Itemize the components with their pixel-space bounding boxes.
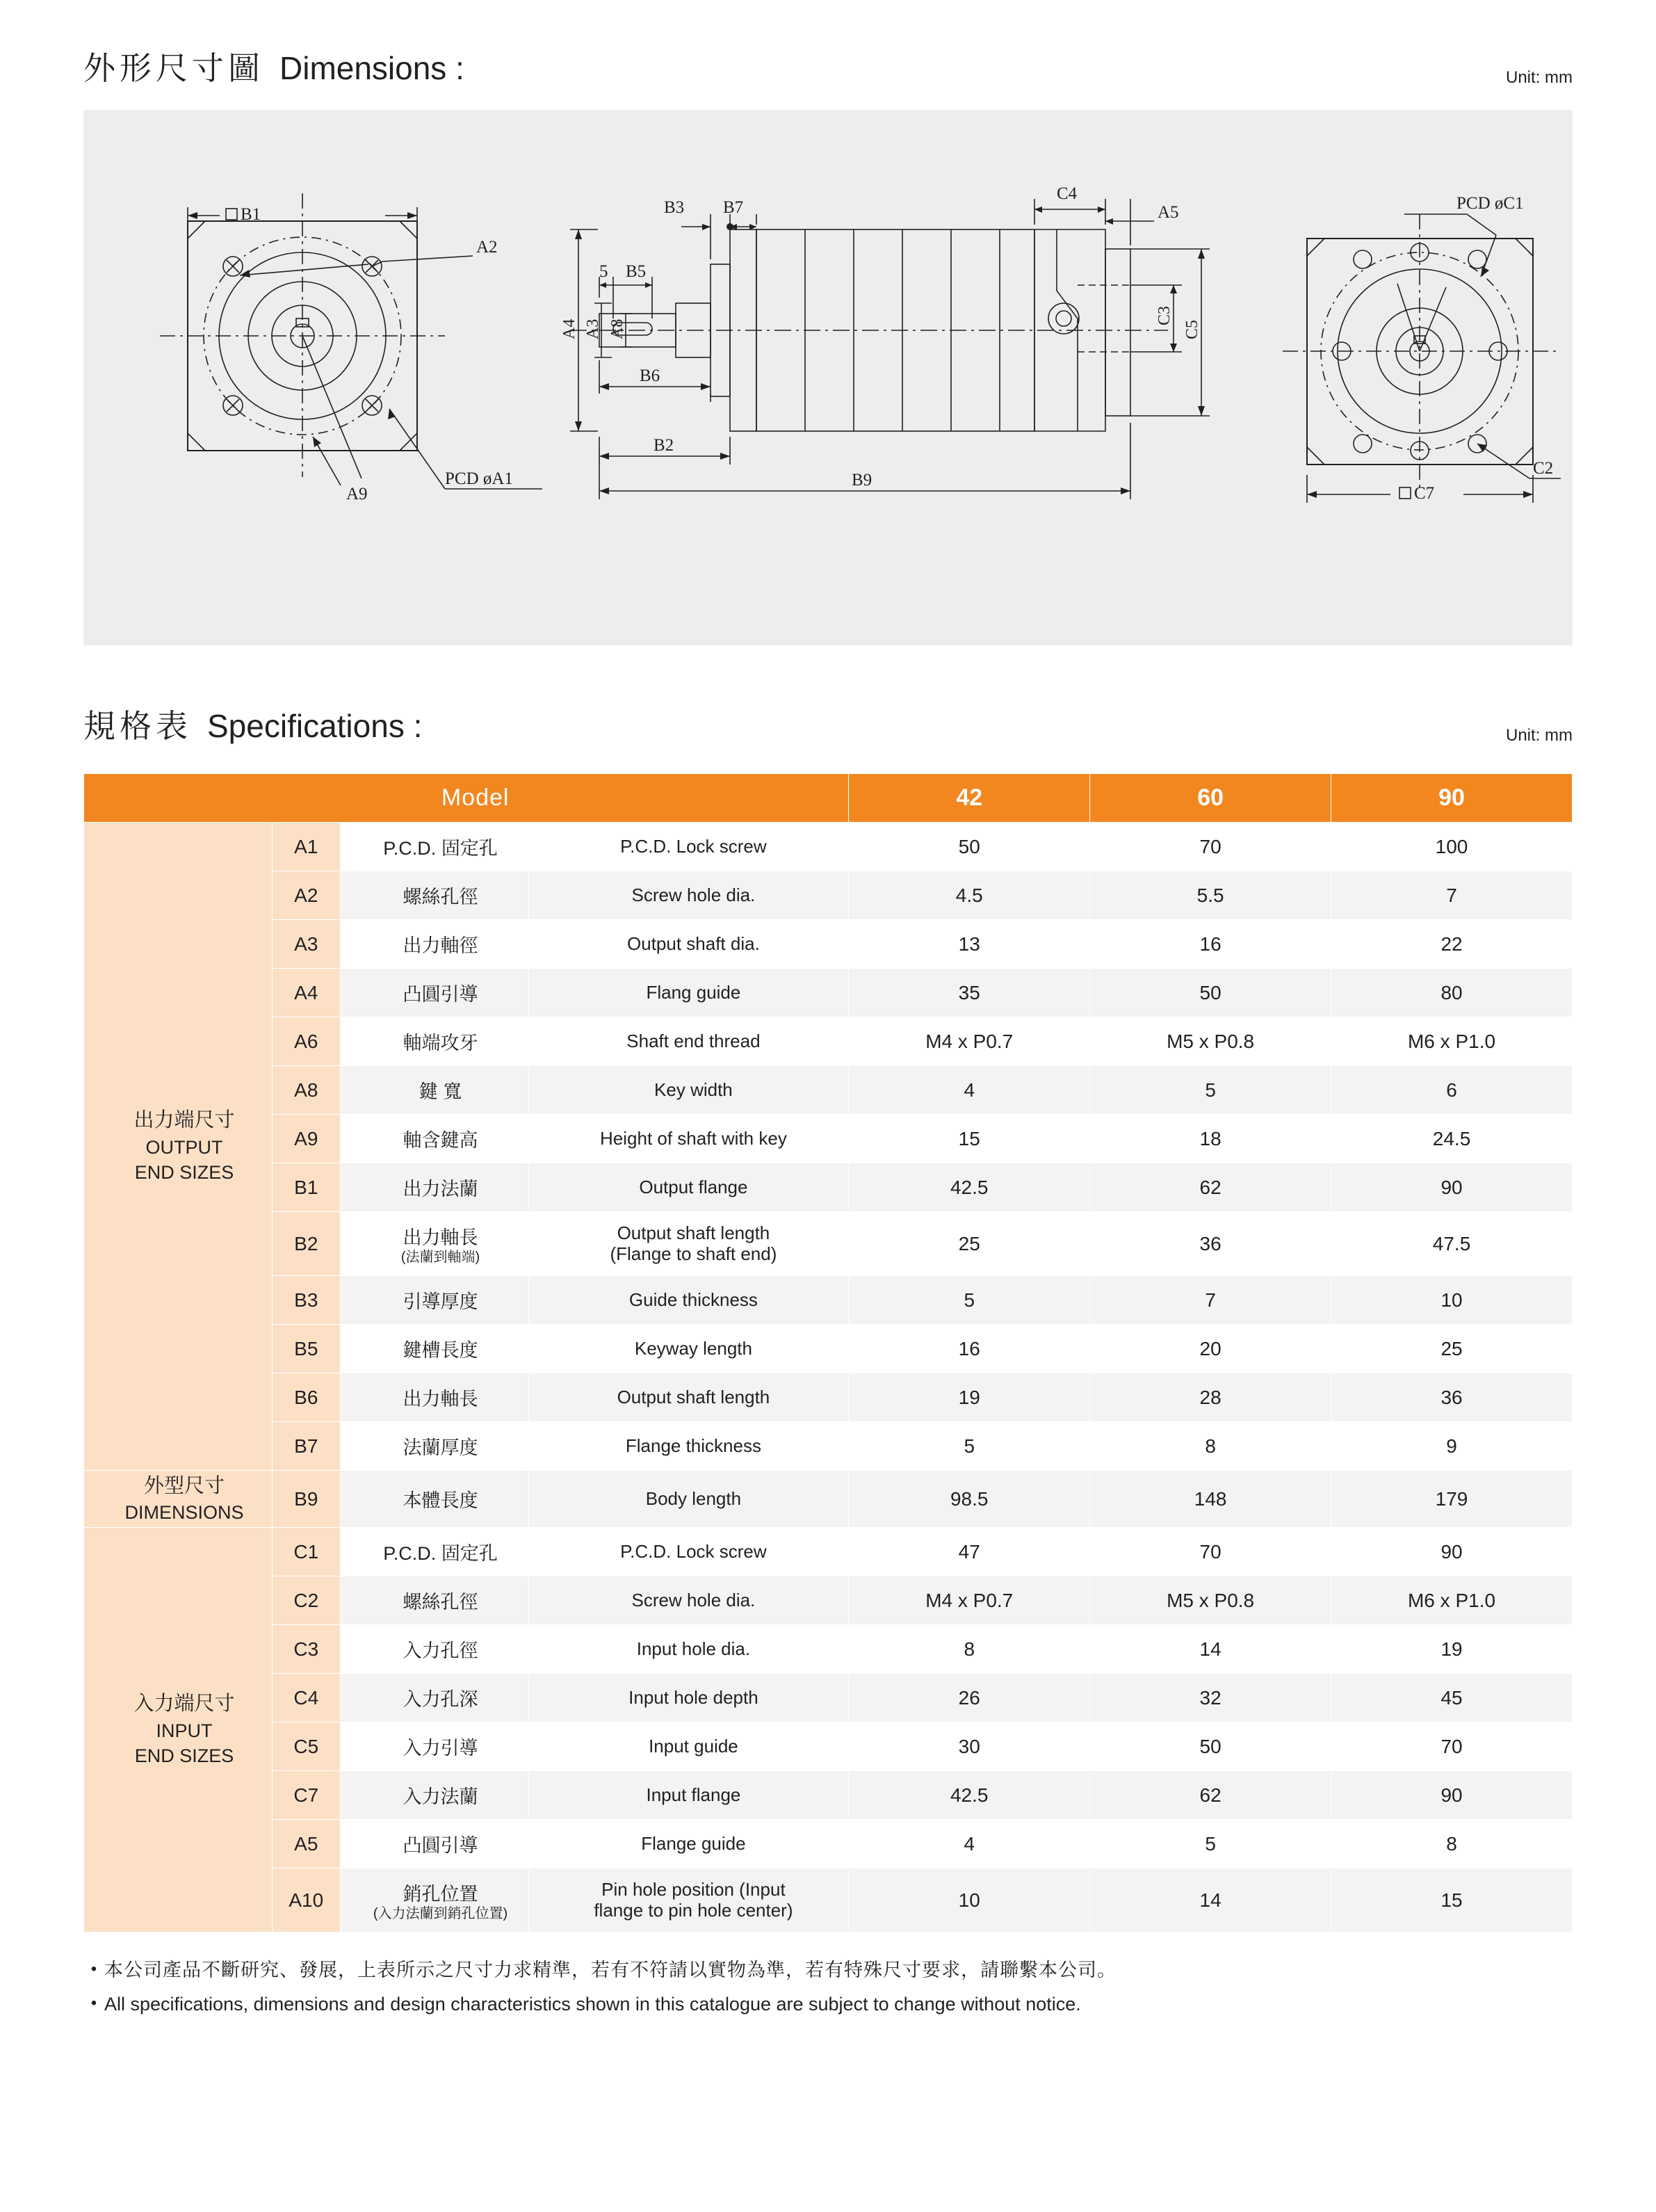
row-name-cn: 鍵 寬 <box>340 1066 528 1115</box>
row-code: B5 <box>273 1325 341 1373</box>
row-value-42: 30 <box>849 1722 1090 1771</box>
row-name-en-line2: flange to pin hole center) <box>594 1899 793 1921</box>
row-name-cn <box>340 1868 528 1932</box>
row-name-cn: 入力引導 <box>340 1722 528 1771</box>
row-name-en: Height of shaft with key <box>528 1115 849 1163</box>
row-code: A2 <box>273 871 341 920</box>
bullet-icon: • <box>90 1993 97 2012</box>
row-code: A3 <box>273 920 341 969</box>
callout-C4: C4 <box>1057 184 1078 203</box>
row-name-en: Output flange <box>528 1163 849 1212</box>
callout-C3: C3 <box>1155 305 1174 325</box>
row-value-90: M6 x P1.0 <box>1331 1017 1573 1066</box>
callout-5: 5 <box>599 262 608 281</box>
callout-C7: C7 <box>1414 484 1435 503</box>
row-value-90: 47.5 <box>1331 1212 1573 1276</box>
row-code: B1 <box>273 1163 341 1212</box>
row-value-60: 70 <box>1090 1528 1331 1576</box>
row-name-en: Guide thickness <box>528 1276 849 1325</box>
row-name-en: Output shaft length <box>528 1373 849 1422</box>
callout-PCD-C1: PCD øC1 <box>1456 194 1524 213</box>
row-code: B2 <box>273 1212 341 1276</box>
row-value-60: 28 <box>1090 1373 1331 1422</box>
row-value-42: 4 <box>849 1820 1090 1868</box>
callout-A3: A3 <box>584 318 602 339</box>
row-value-42: 47 <box>849 1528 1090 1576</box>
table-row <box>84 1576 1573 1625</box>
row-name-cn: P.C.D. 固定孔 <box>340 1528 528 1576</box>
row-value-60: 5.5 <box>1090 871 1331 920</box>
group-output-en1: OUTPUT <box>145 1136 223 1158</box>
table-row <box>84 1674 1573 1722</box>
table-row <box>84 1017 1573 1066</box>
row-code: B7 <box>273 1422 341 1471</box>
row-value-90: M6 x P1.0 <box>1331 1576 1573 1625</box>
row-value-60: 14 <box>1090 1625 1331 1674</box>
row-name-en: P.C.D. Lock screw <box>528 1528 849 1576</box>
row-name-cn-main: 銷孔位置 <box>403 1884 478 1905</box>
callout-A4: A4 <box>560 318 578 339</box>
note-cn-text: 本公司產品不斷研究、發展，上表所示之尺寸力求精準，若有不符請以實物為準，若有特殊尺寸要求，請聯繫本公司。 <box>104 1960 1117 1980</box>
dimensions-title-en: Dimensions : <box>279 50 464 86</box>
row-value-90: 10 <box>1331 1276 1573 1325</box>
table-row <box>84 1373 1573 1422</box>
spec-title-en: Specifications : <box>207 708 423 744</box>
row-code: A9 <box>273 1115 341 1163</box>
row-name-cn: 入力孔深 <box>340 1674 528 1722</box>
row-value-42: 26 <box>849 1674 1090 1722</box>
table-row <box>84 1625 1573 1674</box>
row-name-en: Body length <box>528 1471 849 1528</box>
table-header-row <box>84 774 1573 823</box>
row-name-cn: 鍵槽長度 <box>340 1325 528 1373</box>
row-name-en: Input hole depth <box>528 1674 849 1722</box>
row-value-42: M4 x P0.7 <box>849 1017 1090 1066</box>
row-value-42: 25 <box>849 1212 1090 1276</box>
row-value-42: 8 <box>849 1625 1090 1674</box>
callout-B3: B3 <box>664 198 685 217</box>
row-code: A10 <box>273 1868 341 1932</box>
row-value-42: 10 <box>849 1868 1090 1932</box>
row-code: C4 <box>273 1674 341 1722</box>
row-value-60: 70 <box>1090 823 1331 871</box>
row-name-en: Flange guide <box>528 1820 849 1868</box>
row-name-en <box>528 1212 849 1276</box>
table-row <box>84 871 1573 920</box>
spec-section-header <box>83 701 1573 747</box>
row-code: A6 <box>273 1017 341 1066</box>
row-name-en: Shaft end thread <box>528 1017 849 1066</box>
row-value-60: 62 <box>1090 1771 1331 1820</box>
group-dimensions-en1: DIMENSIONS <box>124 1501 244 1523</box>
callout-B9: B9 <box>852 471 872 490</box>
row-name-cn: P.C.D. 固定孔 <box>340 823 528 871</box>
bullet-icon: • <box>90 1960 97 1978</box>
row-value-60: 5 <box>1090 1820 1331 1868</box>
row-value-42: 35 <box>849 969 1090 1017</box>
group-input-en1: INPUT <box>156 1720 213 1741</box>
row-value-42: 4 <box>849 1066 1090 1115</box>
header-model-42: 42 <box>849 774 1090 823</box>
row-value-42: 15 <box>849 1115 1090 1163</box>
callout-A8: A8 <box>608 318 626 339</box>
row-name-cn: 凸圓引導 <box>340 1820 528 1868</box>
row-value-42: 5 <box>849 1422 1090 1471</box>
row-name-cn: 凸圓引導 <box>340 969 528 1017</box>
row-code: A4 <box>273 969 341 1017</box>
row-code: C3 <box>273 1625 341 1674</box>
row-value-90: 36 <box>1331 1373 1573 1422</box>
row-name-en: Input flange <box>528 1771 849 1820</box>
row-value-90: 8 <box>1331 1820 1573 1868</box>
specifications-table-wrap <box>83 773 1573 1932</box>
callout-A2: A2 <box>476 238 498 257</box>
row-name-en: Key width <box>528 1066 849 1115</box>
table-row <box>84 920 1573 969</box>
row-name-en: Screw hole dia. <box>528 1576 849 1625</box>
row-value-60: M5 x P0.8 <box>1090 1017 1331 1066</box>
row-value-90: 179 <box>1331 1471 1573 1528</box>
row-value-60: 8 <box>1090 1422 1331 1471</box>
callout-B2: B2 <box>654 436 674 455</box>
table-row <box>84 1471 1573 1528</box>
table-row <box>84 1276 1573 1325</box>
row-value-90: 25 <box>1331 1325 1573 1373</box>
group-input-cn: 入力端尺寸 <box>133 1693 235 1715</box>
row-value-60: 32 <box>1090 1674 1331 1722</box>
row-value-60: 50 <box>1090 1722 1331 1771</box>
table-row <box>84 969 1573 1017</box>
row-value-90: 100 <box>1331 823 1573 871</box>
row-name-cn-sub: (法蘭到軸端) <box>400 1250 480 1265</box>
row-code: A8 <box>273 1066 341 1115</box>
note-en <box>83 1990 1573 2019</box>
table-row <box>84 1163 1573 1212</box>
row-name-cn: 螺絲孔徑 <box>340 871 528 920</box>
dimensions-section-header <box>83 43 1573 89</box>
specifications-table <box>83 773 1573 1932</box>
row-value-60: 14 <box>1090 1868 1331 1932</box>
row-name-en: Input hole dia. <box>528 1625 849 1674</box>
dimensions-title-cn: 外形尺寸圖 <box>83 50 264 86</box>
group-output-end-sizes <box>84 823 273 1471</box>
row-value-90: 80 <box>1331 969 1573 1017</box>
row-code: A5 <box>273 1820 341 1868</box>
row-name-cn: 出力軸徑 <box>340 920 528 969</box>
page-root <box>0 43 1656 2212</box>
row-value-60: M5 x P0.8 <box>1090 1576 1331 1625</box>
row-value-90: 45 <box>1331 1674 1573 1722</box>
row-name-cn <box>340 1212 528 1276</box>
table-row <box>84 1115 1573 1163</box>
row-value-42: 42.5 <box>849 1163 1090 1212</box>
group-input-en2: END SIZES <box>134 1745 234 1767</box>
row-value-90: 90 <box>1331 1528 1573 1576</box>
row-value-60: 18 <box>1090 1115 1331 1163</box>
row-value-90: 19 <box>1331 1625 1573 1674</box>
row-name-cn: 出力軸長 <box>340 1373 528 1422</box>
row-value-90: 15 <box>1331 1868 1573 1932</box>
spec-unit-label: Unit: mm <box>1506 726 1573 745</box>
row-name-en-line2: (Flange to shaft end) <box>610 1243 777 1264</box>
group-dimensions <box>84 1471 273 1528</box>
row-code: A1 <box>273 823 341 871</box>
dimensions-drawing-panel <box>83 110 1573 645</box>
row-name-en: Output shaft dia. <box>528 920 849 969</box>
row-value-90: 7 <box>1331 871 1573 920</box>
table-row <box>84 1820 1573 1868</box>
row-value-42: 16 <box>849 1325 1090 1373</box>
row-name-en: Input guide <box>528 1722 849 1771</box>
table-row <box>84 1722 1573 1771</box>
row-value-60: 20 <box>1090 1325 1331 1373</box>
row-value-60: 7 <box>1090 1276 1331 1325</box>
row-name-cn: 螺絲孔徑 <box>340 1576 528 1625</box>
callout-C5: C5 <box>1183 319 1201 339</box>
row-value-60: 148 <box>1090 1471 1331 1528</box>
row-value-42: 50 <box>849 823 1090 871</box>
callout-PCD-A1: PCD øA1 <box>445 469 513 488</box>
row-value-42: 4.5 <box>849 871 1090 920</box>
note-en-text: All specifications, dimensions and design characteristics shown in this catalogue are subject to change without notice. <box>104 1993 1081 2015</box>
row-value-90: 70 <box>1331 1722 1573 1771</box>
row-name-en: Flang guide <box>528 969 849 1017</box>
row-value-60: 16 <box>1090 920 1331 969</box>
callout-C2: C2 <box>1533 459 1554 478</box>
row-value-42: 98.5 <box>849 1471 1090 1528</box>
row-value-60: 62 <box>1090 1163 1331 1212</box>
callout-B1: B1 <box>241 205 261 224</box>
gearbox-technical-drawing <box>83 110 1573 645</box>
group-dimensions-cn: 外型尺寸 <box>143 1474 225 1497</box>
row-name-cn: 引導厚度 <box>340 1276 528 1325</box>
table-row <box>84 1066 1573 1115</box>
table-row <box>84 1771 1573 1820</box>
callout-A9: A9 <box>346 485 368 503</box>
row-code: C7 <box>273 1771 341 1820</box>
note-cn <box>83 1956 1573 1985</box>
row-name-en: Flange thickness <box>528 1422 849 1471</box>
row-name-cn: 入力法蘭 <box>340 1771 528 1820</box>
row-value-42: 5 <box>849 1276 1090 1325</box>
row-name-en-line1: Output shaft length <box>617 1222 770 1243</box>
callout-B7: B7 <box>723 198 744 217</box>
row-name-en: Screw hole dia. <box>528 871 849 920</box>
dimensions-unit-label: Unit: mm <box>1506 68 1573 87</box>
header-model-label: Model <box>84 774 849 823</box>
row-name-cn: 法蘭厚度 <box>340 1422 528 1471</box>
row-name-en-line1: Pin hole position (Input <box>601 1878 786 1900</box>
row-value-60: 50 <box>1090 969 1331 1017</box>
callout-B5: B5 <box>626 262 647 281</box>
group-output-en2: END SIZES <box>134 1162 234 1184</box>
row-value-90: 22 <box>1331 920 1573 969</box>
row-value-42: 13 <box>849 920 1090 969</box>
row-value-42: 19 <box>849 1373 1090 1422</box>
row-name-cn: 軸含鍵高 <box>340 1115 528 1163</box>
row-code: C5 <box>273 1722 341 1771</box>
spec-title-cn: 規格表 <box>83 708 192 744</box>
header-model-90: 90 <box>1331 774 1573 823</box>
row-code: B3 <box>273 1276 341 1325</box>
row-name-cn: 入力孔徑 <box>340 1625 528 1674</box>
table-row <box>84 1422 1573 1471</box>
row-code: C1 <box>273 1528 341 1576</box>
row-code: B6 <box>273 1373 341 1422</box>
row-name-en <box>528 1868 849 1932</box>
group-output-cn: 出力端尺寸 <box>133 1109 235 1132</box>
row-value-90: 90 <box>1331 1163 1573 1212</box>
row-value-90: 6 <box>1331 1066 1573 1115</box>
row-code: B9 <box>273 1471 341 1528</box>
table-row <box>84 823 1573 871</box>
table-row <box>84 1325 1573 1373</box>
table-row <box>84 1868 1573 1932</box>
row-name-en: P.C.D. Lock screw <box>528 823 849 871</box>
row-value-90: 90 <box>1331 1771 1573 1820</box>
row-name-cn: 軸端攻牙 <box>340 1017 528 1066</box>
row-name-cn-main: 出力軸長 <box>403 1227 478 1248</box>
row-value-42: M4 x P0.7 <box>849 1576 1090 1625</box>
callout-A5: A5 <box>1158 203 1179 222</box>
row-value-42: 42.5 <box>849 1771 1090 1820</box>
row-value-90: 9 <box>1331 1422 1573 1471</box>
table-row <box>84 1528 1573 1576</box>
row-name-cn: 出力法蘭 <box>340 1163 528 1212</box>
row-name-cn: 本體長度 <box>340 1471 528 1528</box>
row-value-60: 5 <box>1090 1066 1331 1115</box>
row-name-en: Keyway length <box>528 1325 849 1373</box>
header-model-60: 60 <box>1090 774 1331 823</box>
callout-B6: B6 <box>640 366 660 385</box>
group-input-end-sizes <box>84 1528 273 1932</box>
footer-notes <box>83 1956 1573 2018</box>
row-value-60: 36 <box>1090 1212 1331 1276</box>
row-value-90: 24.5 <box>1331 1115 1573 1163</box>
table-row <box>84 1212 1573 1276</box>
row-name-cn-sub: (入力法蘭到銷孔位置) <box>373 1906 508 1921</box>
row-code: C2 <box>273 1576 341 1625</box>
